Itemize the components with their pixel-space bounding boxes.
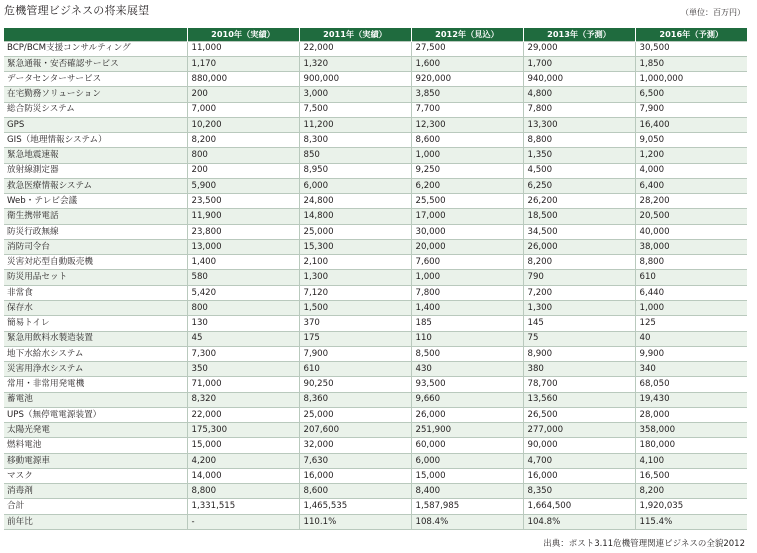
value-cell: 16,500 <box>635 468 747 483</box>
row-label-cell: 消防司令台 <box>4 239 187 254</box>
value-cell: 7,120 <box>299 285 411 300</box>
table-row <box>4 133 747 148</box>
value-cell: 19,430 <box>635 392 747 407</box>
row-label-cell: 総合防災システム <box>4 102 187 117</box>
row-label-cell: 移動電源車 <box>4 453 187 468</box>
column-header: 2011年（実績） <box>299 28 411 41</box>
value-cell: 350 <box>187 362 299 377</box>
value-cell: 18,500 <box>523 209 635 224</box>
table-row <box>4 423 747 438</box>
value-cell: 16,000 <box>523 468 635 483</box>
value-cell: 16,000 <box>299 468 411 483</box>
value-cell: 13,560 <box>523 392 635 407</box>
table-row <box>4 301 747 316</box>
value-cell: 1,465,535 <box>299 499 411 514</box>
row-label-cell: 消毒剤 <box>4 484 187 499</box>
value-cell: 610 <box>299 362 411 377</box>
value-cell: 11,900 <box>187 209 299 224</box>
value-cell: 45 <box>187 331 299 346</box>
row-label-cell: 燃料電池 <box>4 438 187 453</box>
value-cell: 25,000 <box>299 224 411 239</box>
value-cell: 880,000 <box>187 72 299 87</box>
value-cell: 12,300 <box>411 117 523 132</box>
unit-note: （単位：百万円） <box>681 8 745 17</box>
value-cell: 180,000 <box>635 438 747 453</box>
value-cell: 6,000 <box>299 178 411 193</box>
value-cell: 3,000 <box>299 87 411 102</box>
value-cell: 22,000 <box>187 407 299 422</box>
value-cell: 6,200 <box>411 178 523 193</box>
value-cell: 7,900 <box>635 102 747 117</box>
value-cell: 23,800 <box>187 224 299 239</box>
row-label-cell: UPS（無停電電源装置） <box>4 407 187 422</box>
value-cell: 4,200 <box>187 453 299 468</box>
table-row <box>4 102 747 117</box>
value-cell: 1,920,035 <box>635 499 747 514</box>
value-cell: 6,400 <box>635 178 747 193</box>
row-label-cell: 放射線測定器 <box>4 163 187 178</box>
row-label-cell: 緊急地震速報 <box>4 148 187 163</box>
value-cell: 24,800 <box>299 194 411 209</box>
value-cell: 1,170 <box>187 56 299 71</box>
forecast-table <box>4 28 747 530</box>
value-cell: 1,000 <box>411 270 523 285</box>
value-cell: 7,800 <box>523 102 635 117</box>
value-cell: 11,200 <box>299 117 411 132</box>
value-cell: 4,000 <box>635 163 747 178</box>
row-label-cell: 防災用品セット <box>4 270 187 285</box>
table-row <box>4 453 747 468</box>
value-cell: 22,000 <box>299 41 411 56</box>
value-cell: 175,300 <box>187 423 299 438</box>
value-cell: 4,100 <box>635 453 747 468</box>
column-header <box>4 28 187 41</box>
value-cell: 25,500 <box>411 194 523 209</box>
value-cell: 185 <box>411 316 523 331</box>
table-row <box>4 362 747 377</box>
value-cell: 26,500 <box>523 407 635 422</box>
table-row <box>4 163 747 178</box>
row-label-cell: マスク <box>4 468 187 483</box>
table-body <box>4 41 747 530</box>
value-cell: 13,300 <box>523 117 635 132</box>
value-cell: 28,200 <box>635 194 747 209</box>
value-cell: 200 <box>187 87 299 102</box>
value-cell: 4,700 <box>523 453 635 468</box>
value-cell: 8,600 <box>299 484 411 499</box>
value-cell: 7,300 <box>187 346 299 361</box>
value-cell: 5,900 <box>187 178 299 193</box>
value-cell: 40,000 <box>635 224 747 239</box>
value-cell: 8,320 <box>187 392 299 407</box>
row-label-cell: データセンターサービス <box>4 72 187 87</box>
table-row <box>4 239 747 254</box>
value-cell: 1,320 <box>299 56 411 71</box>
value-cell: 8,800 <box>523 133 635 148</box>
value-cell: 29,000 <box>523 41 635 56</box>
value-cell: 6,500 <box>635 87 747 102</box>
row-label-cell: 災害用浄水システム <box>4 362 187 377</box>
value-cell: 28,000 <box>635 407 747 422</box>
value-cell: 277,000 <box>523 423 635 438</box>
value-cell: 358,000 <box>635 423 747 438</box>
value-cell: 14,000 <box>187 468 299 483</box>
value-cell: 108.4% <box>411 514 523 529</box>
table-row <box>4 87 747 102</box>
value-cell: 7,900 <box>299 346 411 361</box>
value-cell: 940,000 <box>523 72 635 87</box>
value-cell: 20,500 <box>635 209 747 224</box>
table-row <box>4 255 747 270</box>
value-cell: 1,587,985 <box>411 499 523 514</box>
value-cell: 32,000 <box>299 438 411 453</box>
value-cell: 850 <box>299 148 411 163</box>
value-cell: 7,800 <box>411 285 523 300</box>
value-cell: 1,000,000 <box>635 72 747 87</box>
value-cell: 145 <box>523 316 635 331</box>
value-cell: 1,200 <box>635 148 747 163</box>
table-row <box>4 72 747 87</box>
value-cell: 610 <box>635 270 747 285</box>
row-label-cell: 常用・非常用発電機 <box>4 377 187 392</box>
value-cell: 380 <box>523 362 635 377</box>
value-cell: 1,700 <box>523 56 635 71</box>
table-row <box>4 178 747 193</box>
value-cell: 8,600 <box>411 133 523 148</box>
table-row <box>4 117 747 132</box>
value-cell: 8,200 <box>187 133 299 148</box>
value-cell: 9,660 <box>411 392 523 407</box>
value-cell: 8,200 <box>635 484 747 499</box>
value-cell: 8,800 <box>187 484 299 499</box>
value-cell: 110.1% <box>299 514 411 529</box>
value-cell: 7,600 <box>411 255 523 270</box>
value-cell: 104.8% <box>523 514 635 529</box>
row-label-cell: 緊急用飲料水製造装置 <box>4 331 187 346</box>
value-cell: 7,000 <box>187 102 299 117</box>
value-cell: 13,000 <box>187 239 299 254</box>
value-cell: 7,200 <box>523 285 635 300</box>
value-cell: 1,400 <box>187 255 299 270</box>
row-label-cell: 太陽光発電 <box>4 423 187 438</box>
row-label-cell: 合計 <box>4 499 187 514</box>
row-label-cell: 非常食 <box>4 285 187 300</box>
value-cell: 26,200 <box>523 194 635 209</box>
table-row <box>4 514 747 529</box>
value-cell: 1,400 <box>411 301 523 316</box>
value-cell: 78,700 <box>523 377 635 392</box>
value-cell: 900,000 <box>299 72 411 87</box>
row-label-cell: 蓄電池 <box>4 392 187 407</box>
value-cell: 71,000 <box>187 377 299 392</box>
value-cell: 207,600 <box>299 423 411 438</box>
value-cell: 125 <box>635 316 747 331</box>
value-cell: 251,900 <box>411 423 523 438</box>
value-cell: 130 <box>187 316 299 331</box>
table-row <box>4 438 747 453</box>
value-cell: 75 <box>523 331 635 346</box>
value-cell: 8,360 <box>299 392 411 407</box>
table-row <box>4 148 747 163</box>
value-cell: 68,050 <box>635 377 747 392</box>
value-cell: 7,700 <box>411 102 523 117</box>
value-cell: 40 <box>635 331 747 346</box>
row-label-cell: 衛生携帯電話 <box>4 209 187 224</box>
column-header: 2016年（予測） <box>635 28 747 41</box>
value-cell: 30,500 <box>635 41 747 56</box>
value-cell: 90,250 <box>299 377 411 392</box>
table-row <box>4 270 747 285</box>
table-row <box>4 346 747 361</box>
table-row <box>4 285 747 300</box>
row-label-cell: BCP/BCM支援コンサルティング <box>4 41 187 56</box>
column-header: 2013年（予測） <box>523 28 635 41</box>
value-cell: 920,000 <box>411 72 523 87</box>
table-row <box>4 377 747 392</box>
row-label-cell: 簡易トイレ <box>4 316 187 331</box>
row-label-cell: 緊急通報・安否確認サービス <box>4 56 187 71</box>
value-cell: 1,500 <box>299 301 411 316</box>
table-row <box>4 224 747 239</box>
value-cell: 2,100 <box>299 255 411 270</box>
value-cell: 8,300 <box>299 133 411 148</box>
table-row <box>4 331 747 346</box>
table-row <box>4 209 747 224</box>
value-cell: 1,664,500 <box>523 499 635 514</box>
value-cell: 1,331,515 <box>187 499 299 514</box>
value-cell: 26,000 <box>523 239 635 254</box>
value-cell: 16,400 <box>635 117 747 132</box>
value-cell: 10,200 <box>187 117 299 132</box>
value-cell: 6,250 <box>523 178 635 193</box>
value-cell: 23,500 <box>187 194 299 209</box>
table-row <box>4 468 747 483</box>
value-cell: 8,400 <box>411 484 523 499</box>
column-header: 2012年（見込） <box>411 28 523 41</box>
value-cell: 1,300 <box>523 301 635 316</box>
value-cell: 4,500 <box>523 163 635 178</box>
value-cell: 9,250 <box>411 163 523 178</box>
value-cell: 90,000 <box>523 438 635 453</box>
value-cell: 1,000 <box>411 148 523 163</box>
value-cell: 25,000 <box>299 407 411 422</box>
table-row <box>4 392 747 407</box>
row-label-cell: Web・テレビ会議 <box>4 194 187 209</box>
row-label-cell: 災害対応型自動販売機 <box>4 255 187 270</box>
value-cell: 27,500 <box>411 41 523 56</box>
value-cell: 8,200 <box>523 255 635 270</box>
row-label-cell: 防災行政無線 <box>4 224 187 239</box>
value-cell: 800 <box>187 301 299 316</box>
value-cell: 1,350 <box>523 148 635 163</box>
table-row <box>4 484 747 499</box>
value-cell: 15,000 <box>411 468 523 483</box>
table-row <box>4 499 747 514</box>
row-label-cell: 救急医療情報システム <box>4 178 187 193</box>
value-cell: 11,000 <box>187 41 299 56</box>
value-cell: 15,300 <box>299 239 411 254</box>
row-label-cell: 保存水 <box>4 301 187 316</box>
value-cell: 430 <box>411 362 523 377</box>
value-cell: 30,000 <box>411 224 523 239</box>
value-cell: 1,600 <box>411 56 523 71</box>
value-cell: 34,500 <box>523 224 635 239</box>
row-label-cell: 在宅勤務ソリューション <box>4 87 187 102</box>
value-cell: 7,630 <box>299 453 411 468</box>
column-header: 2010年（実績） <box>187 28 299 41</box>
value-cell: 6,440 <box>635 285 747 300</box>
value-cell: 38,000 <box>635 239 747 254</box>
value-cell: 8,950 <box>299 163 411 178</box>
value-cell: 200 <box>187 163 299 178</box>
value-cell: 20,000 <box>411 239 523 254</box>
value-cell: 9,900 <box>635 346 747 361</box>
row-label-cell: GIS（地理情報システム） <box>4 133 187 148</box>
table-row <box>4 407 747 422</box>
value-cell: 340 <box>635 362 747 377</box>
value-cell: 580 <box>187 270 299 285</box>
value-cell: 1,850 <box>635 56 747 71</box>
value-cell: 6,000 <box>411 453 523 468</box>
page-title: 危機管理ビジネスの将来展望 <box>4 4 150 17</box>
row-label-cell: 前年比 <box>4 514 187 529</box>
value-cell: - <box>187 514 299 529</box>
value-cell: 370 <box>299 316 411 331</box>
table-header-row <box>4 28 747 41</box>
value-cell: 1,000 <box>635 301 747 316</box>
value-cell: 17,000 <box>411 209 523 224</box>
value-cell: 175 <box>299 331 411 346</box>
value-cell: 4,800 <box>523 87 635 102</box>
value-cell: 9,050 <box>635 133 747 148</box>
value-cell: 5,420 <box>187 285 299 300</box>
value-cell: 115.4% <box>635 514 747 529</box>
value-cell: 26,000 <box>411 407 523 422</box>
value-cell: 8,350 <box>523 484 635 499</box>
value-cell: 110 <box>411 331 523 346</box>
row-label-cell: GPS <box>4 117 187 132</box>
table-row <box>4 56 747 71</box>
value-cell: 8,800 <box>635 255 747 270</box>
value-cell: 8,500 <box>411 346 523 361</box>
table-row <box>4 316 747 331</box>
row-label-cell: 地下水給水システム <box>4 346 187 361</box>
value-cell: 60,000 <box>411 438 523 453</box>
value-cell: 14,800 <box>299 209 411 224</box>
value-cell: 15,000 <box>187 438 299 453</box>
value-cell: 790 <box>523 270 635 285</box>
value-cell: 800 <box>187 148 299 163</box>
value-cell: 7,500 <box>299 102 411 117</box>
value-cell: 1,300 <box>299 270 411 285</box>
source-note: 出典：ポスト3.11危機管理関連ビジネスの全貌2012 <box>543 539 745 549</box>
table-row <box>4 41 747 56</box>
value-cell: 8,900 <box>523 346 635 361</box>
table-row <box>4 194 747 209</box>
value-cell: 3,850 <box>411 87 523 102</box>
value-cell: 93,500 <box>411 377 523 392</box>
